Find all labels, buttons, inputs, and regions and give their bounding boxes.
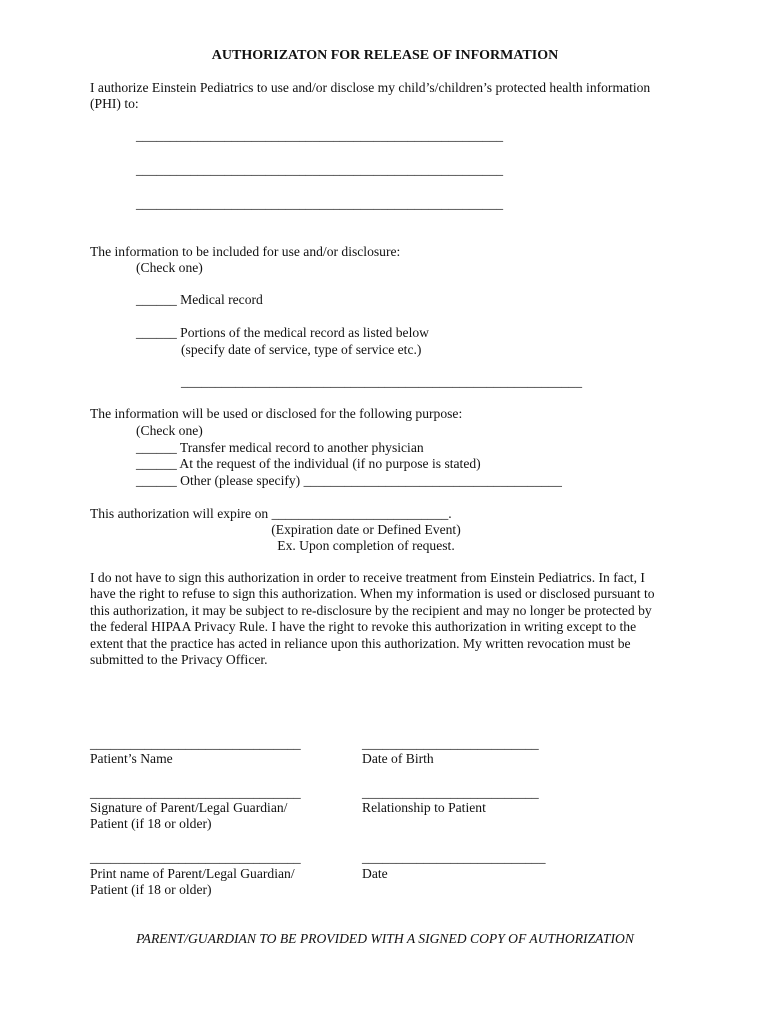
disclaimer-line-4: the federal HIPAA Privacy Rule. I have the right to revoke this authorization in writing except to the xyxy=(90,619,637,634)
print-name-label-line-2: Patient (if 18 or older) xyxy=(90,882,212,897)
date-of-birth-label: Date of Birth xyxy=(362,751,434,766)
recipient-blank-3[interactable]: ______________________________________________________ xyxy=(136,196,504,211)
signature-label-line-1: Signature of Parent/Legal Guardian/ xyxy=(90,800,288,815)
disclaimer-line-1: I do not have to sign this authorization in order to receive treatment from Einstein Pediatrics. In fact, I xyxy=(90,570,645,585)
option-portions-medical-record[interactable]: ______ Portions of the medical record as listed below xyxy=(136,325,429,340)
disclaimer-line-2: have the right to refuse to sign this authorization. When my information is used or disclosed pursuant to xyxy=(90,586,655,601)
option-medical-record[interactable]: ______ Medical record xyxy=(136,292,263,307)
portions-specify-blank[interactable]: ___________________________________________________________ xyxy=(181,374,583,389)
recipient-blank-2[interactable]: ______________________________________________________ xyxy=(136,162,504,177)
intro-text-line-2: (PHI) to: xyxy=(90,96,139,111)
relationship-label: Relationship to Patient xyxy=(362,800,486,815)
intro-text-line-1: I authorize Einstein Pediatrics to use and/or disclose my child’s/children’s protected health information xyxy=(90,80,651,95)
disclaimer-line-5: extent that the practice has acted in reliance upon this authorization. My written revocation must be xyxy=(90,636,631,651)
purpose-option-other[interactable]: ______ Other (please specify) ______________________________________ xyxy=(136,473,562,488)
signature-label-line-2: Patient (if 18 or older) xyxy=(90,816,212,831)
expiration-hint: (Expiration date or Defined Event) xyxy=(271,522,461,537)
expiration-line[interactable]: This authorization will expire on __________________________. xyxy=(90,506,452,521)
info-section-heading: The information to be included for use and/or disclosure: xyxy=(90,244,401,259)
patient-name-label: Patient’s Name xyxy=(90,751,173,766)
patient-name-blank[interactable]: _______________________________ xyxy=(90,736,301,751)
purpose-option-request[interactable]: ______ At the request of the individual (if no purpose is stated) xyxy=(136,456,481,471)
expiration-example: Ex. Upon completion of request. xyxy=(277,538,455,553)
relationship-blank[interactable]: __________________________ xyxy=(362,785,539,800)
print-name-label-line-1: Print name of Parent/Legal Guardian/ xyxy=(90,866,295,881)
purpose-option-transfer[interactable]: ______ Transfer medical record to another physician xyxy=(136,440,424,455)
recipient-blank-1[interactable]: ______________________________________________________ xyxy=(136,128,504,143)
footer-note: PARENT/GUARDIAN TO BE PROVIDED WITH A SIGNED COPY OF AUTHORIZATION xyxy=(136,931,634,946)
purpose-section-heading: The information will be used or disclosed for the following purpose: xyxy=(90,406,463,421)
date-blank[interactable]: ___________________________ xyxy=(362,850,546,865)
signature-blank[interactable]: _______________________________ xyxy=(90,785,301,800)
document-title: AUTHORIZATON FOR RELEASE OF INFORMATION xyxy=(211,48,559,63)
print-name-blank[interactable]: _______________________________ xyxy=(90,850,301,865)
info-check-one: (Check one) xyxy=(136,260,203,275)
purpose-check-one: (Check one) xyxy=(136,423,203,438)
disclaimer-line-3: this authorization, it may be subject to re-disclosure by the recipient and may no longer be protected by xyxy=(90,603,652,618)
option-portions-hint: (specify date of service, type of service etc.) xyxy=(181,342,422,357)
disclaimer-line-6: submitted to the Privacy Officer. xyxy=(90,652,268,667)
date-label: Date xyxy=(362,866,388,881)
date-of-birth-blank[interactable]: __________________________ xyxy=(362,736,539,751)
